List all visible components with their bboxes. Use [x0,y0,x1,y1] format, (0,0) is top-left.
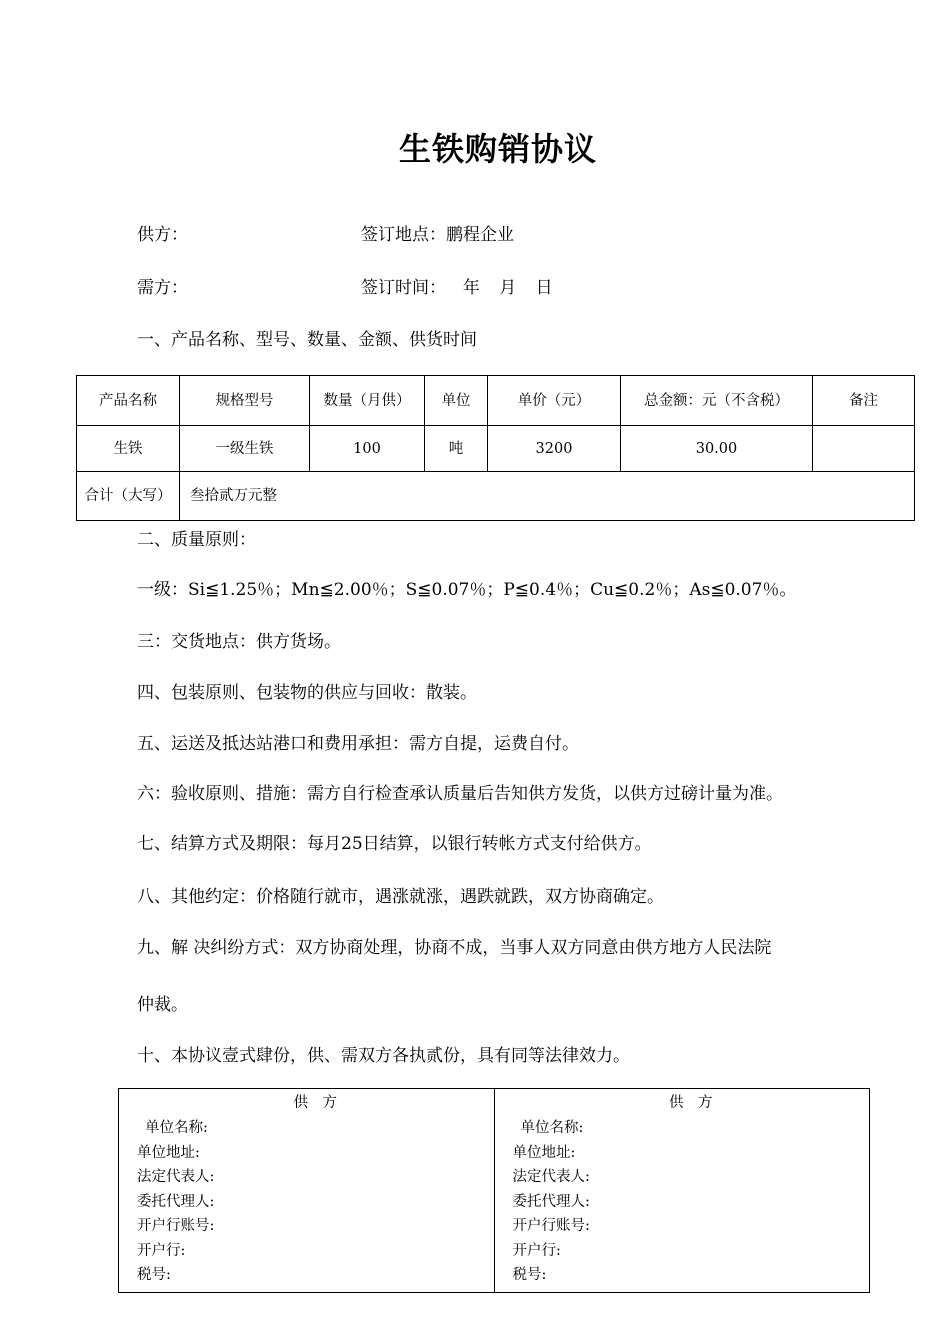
product-table-total-row [77,472,915,521]
supplier-company-name-field: 单位名称: [145,1120,208,1136]
header-unit: 单位 [425,376,488,426]
product-table-header-row [77,376,915,426]
signing-time-label: 签订时间： [361,278,446,298]
section-1-heading: 一、产品名称、型号、数量、金额、供货时间 [137,330,477,350]
header-remarks: 备注 [813,376,915,426]
supplier-sign-block [119,1089,495,1293]
header-total-amount: 总金额：元（不含税） [621,376,813,426]
signature-table [118,1088,870,1293]
section-8: 八、其他约定：价格随行就市，遇涨就涨，遇跌就跌，双方协商确定。 [137,887,664,907]
buyer-tax-id-field: 税号: [512,1267,547,1283]
buyer-bank-account-field: 开户行账号: [512,1218,590,1234]
buyer-sign-header: 供 方 [669,1095,713,1111]
section-9-continued: 仲裁。 [137,995,188,1015]
buyer-company-name-field: 单位名称: [520,1120,584,1136]
cell-spec-model: 一级生铁 [180,426,310,472]
section-6: 六：验收原则、措施：需方自行检查承认质量后告知供方发货，以供方过磅计量为准。 [137,784,783,804]
supplier-bank-account-field: 开户行账号: [137,1218,215,1234]
quality-standard: 一级：Si≦1.25％；Mn≦2.00％；S≦0.07％；P≦0.4％；Cu≦0.2％；As≦0.07％。 [137,580,797,600]
cell-unit: 吨 [425,426,488,472]
cell-total-in-words: 叁拾贰万元整 [180,472,915,521]
buyer-address-field: 单位地址: [512,1144,576,1161]
supplier-bank-field: 开户行: [137,1242,186,1259]
cell-quantity: 100 [310,426,425,472]
section-4: 四、包装原则、包装物的供应与回收：散装。 [137,683,477,703]
buyer-label: 需方： [137,278,188,298]
product-table [76,375,915,521]
buyer-sign-block [494,1089,870,1293]
header-unit-price: 单价（元） [488,376,621,426]
section-3: 三：交货地点：供方货场。 [137,632,341,652]
supplier-sign-header: 供 方 [293,1095,337,1111]
section-7: 七、结算方式及期限：每月25日结算，以银行转帐方式支付给供方。 [137,834,652,854]
supplier-address-field: 单位地址: [137,1144,200,1161]
header-product-name: 产品名称 [77,376,180,426]
signing-place-value: 鹏程企业 [446,225,514,245]
year-label: 年 [462,278,480,298]
section-5: 五、运送及抵达站港口和费用承担：需方自提，运费自付。 [137,734,579,754]
header-spec-model: 规格型号 [180,376,310,426]
cell-remarks [813,426,915,472]
signing-time [361,273,553,298]
cell-total-label: 合计（大写） [77,472,180,521]
buyer-bank-field: 开户行: [512,1242,561,1259]
header-quantity: 数量（月供） [310,376,425,426]
day-label: 日 [535,278,553,298]
cell-product-name: 生铁 [77,426,180,472]
section-9: 九、解 决纠纷方式：双方协商处理，协商不成，当事人双方同意由供方地方人民法院 [137,938,772,958]
buyer-legal-rep-field: 法定代表人: [512,1169,590,1185]
month-label: 月 [499,278,517,298]
supplier-agent-field: 委托代理人: [137,1193,215,1210]
supplier-tax-id-field: 税号: [137,1267,171,1283]
section-2-heading: 二、质量原则： [137,530,256,550]
signing-place [361,220,514,245]
section-10: 十、本协议壹式肆份，供、需双方各执贰份，具有同等法律效力。 [137,1046,630,1066]
signing-place-label: 签订地点： [361,225,446,245]
buyer-agent-field: 委托代理人: [512,1193,590,1210]
cell-total-amount: 30.00 [621,426,813,472]
supplier-label: 供方： [137,225,188,245]
document-title: 生铁购销协议 [398,130,597,168]
supplier-legal-rep-field: 法定代表人: [137,1169,215,1185]
cell-unit-price: 3200 [488,426,621,472]
product-table-row [77,426,915,472]
